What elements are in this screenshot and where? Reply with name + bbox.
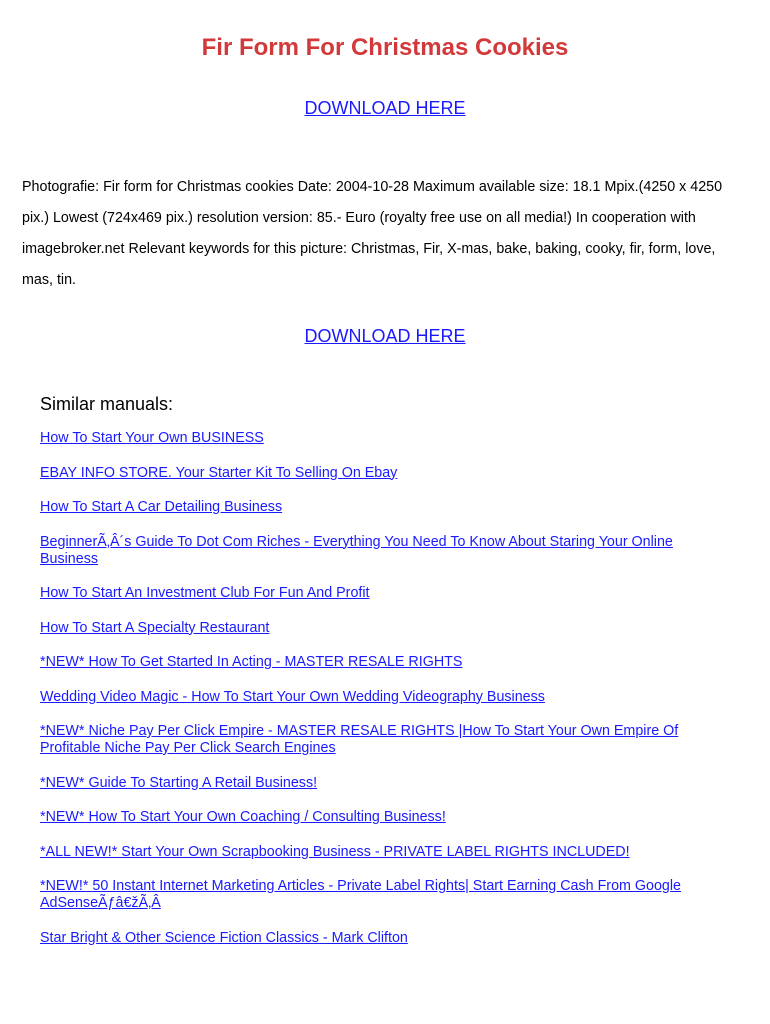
manual-link[interactable]: *NEW* Niche Pay Per Click Empire - MASTER RESALE RIGHTS |How To Start Your Own Empire Of Profitable Niche Pay Per Click Search Engines [40,723,679,756]
description-text: Photografie: Fir form for Christmas cookies Date: 2004-10-28 Maximum available size: 18.1 Mpix.(4250 x 4250 pix.) Lowest (724x469 pix.) resolution version: 85.- Euro (royalty free use on all media!) In cooperation with imagebroker.net Relevant keywords for this picture: Christmas, Fir, X-mas, bake, baking, cooky, fir, form, love, mas, tin. [22,179,723,288]
similar-manuals-list [40,430,730,964]
list-item [40,585,730,602]
manual-link[interactable]: *NEW* Guide To Starting A Retail Business! [40,774,318,791]
download-link-top-container [0,97,770,119]
manual-link[interactable]: *NEW* How To Start Your Own Coaching / Consulting Business! [40,809,446,825]
list-item [40,499,730,516]
manual-link[interactable]: Star Bright & Other Science Fiction Classics - Mark Clifton [40,929,408,946]
list-item [40,878,730,912]
manual-link[interactable]: BeginnerÃ‚Â´s Guide To Dot Com Riches - Everything You Need To Know About Staring Your Online Business [40,533,673,567]
list-item [40,809,730,826]
list-item [40,465,730,482]
manual-link[interactable]: *NEW!* 50 Instant Internet Marketing Articles - Private Label Rights| Start Earning Cash From Google AdSenseÃƒâ€žÃ‚Â [40,878,682,911]
list-item [40,654,730,671]
list-item [40,930,730,947]
manual-link[interactable]: *ALL NEW!* Start Your Own Scrapbooking Business - PRIVATE LABEL RIGHTS INCLUDED! [40,843,630,860]
list-item [40,620,730,637]
download-link-bottom[interactable]: DOWNLOAD HERE [304,326,466,346]
manual-link[interactable]: *NEW* How To Get Started In Acting - MASTER RESALE RIGHTS [40,654,463,670]
list-item [40,775,730,792]
manual-link[interactable]: How To Start A Car Detailing Business [40,499,283,515]
similar-manuals-heading: Similar manuals: [40,394,174,414]
list-item [40,689,730,706]
manual-link[interactable]: EBAY INFO STORE. Your Starter Kit To Selling On Ebay [40,464,398,481]
manual-link[interactable]: Wedding Video Magic - How To Start Your Own Wedding Videography Business [40,688,545,705]
download-link-bottom-container [0,325,770,347]
list-item [40,844,730,861]
list-item [40,723,730,757]
list-item [40,430,730,447]
manual-link[interactable]: How To Start An Investment Club For Fun And Profit [40,585,370,601]
page-title: Fir Form For Christmas Cookies [201,34,569,61]
manual-link[interactable]: How To Start Your Own BUSINESS [40,430,264,446]
manual-link[interactable]: How To Start A Specialty Restaurant [40,619,270,636]
list-item [40,534,730,568]
download-link-top[interactable]: DOWNLOAD HERE [304,98,466,118]
